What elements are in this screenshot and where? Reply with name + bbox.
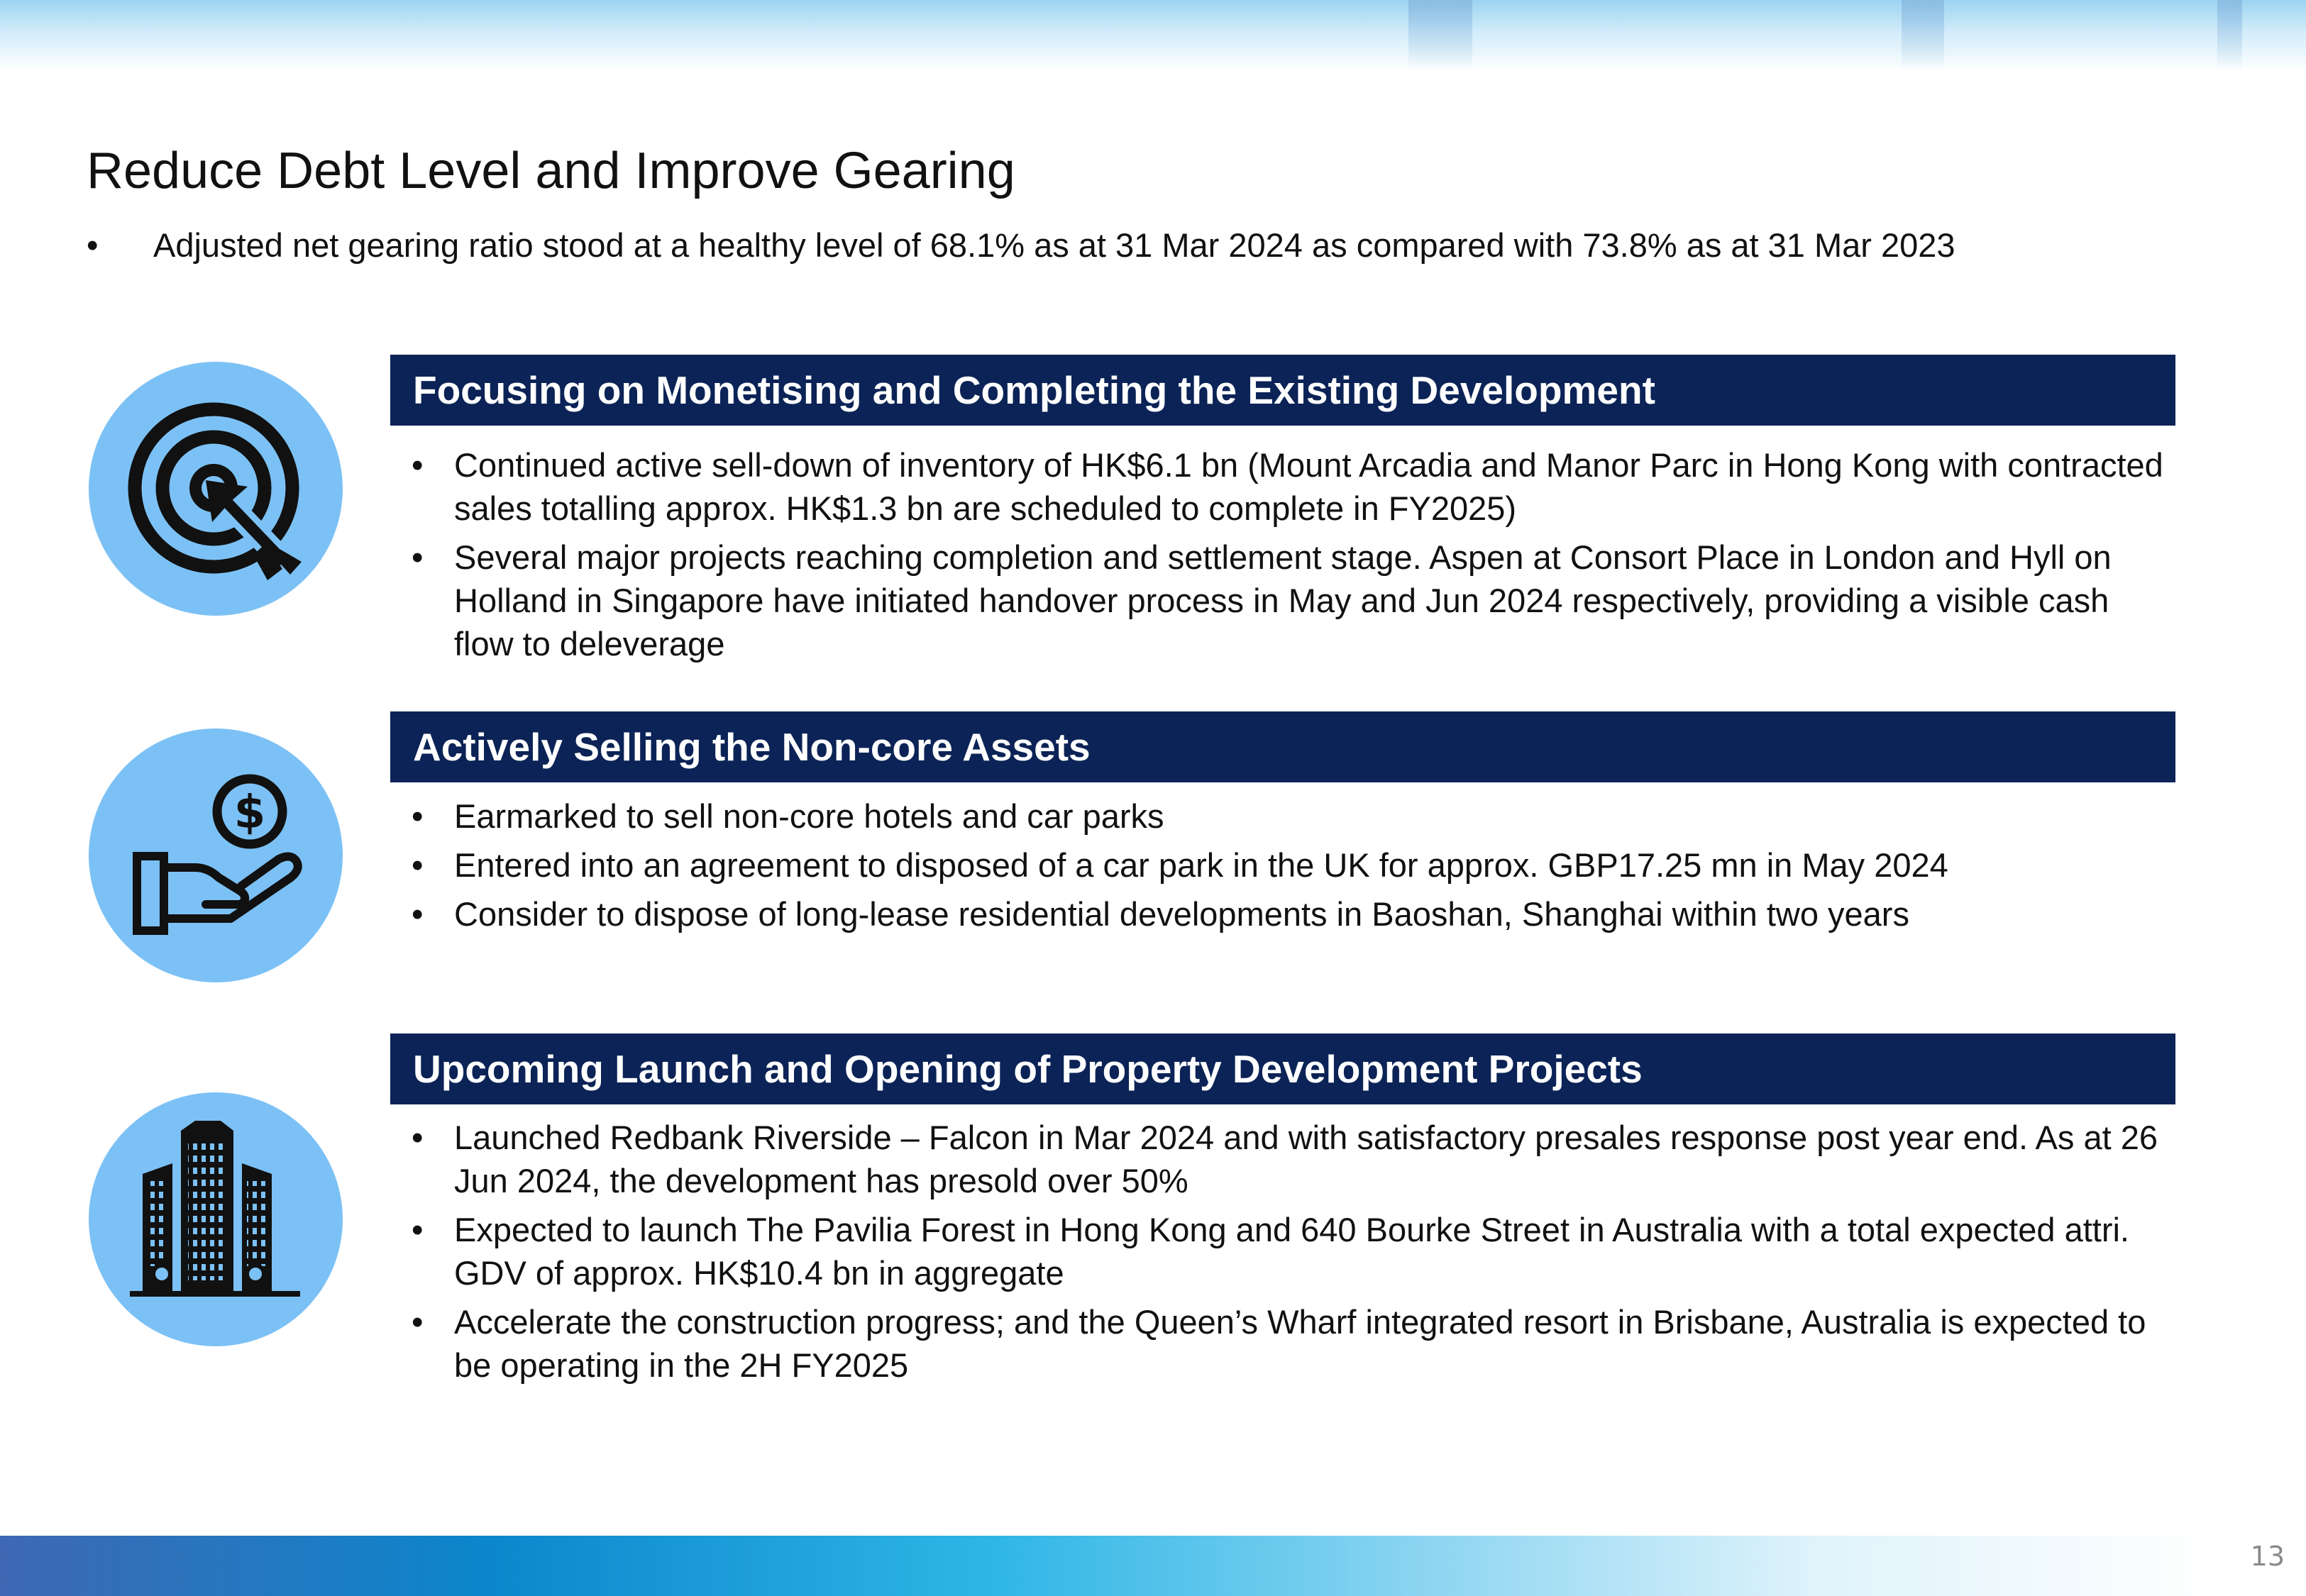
list-item: • Accelerate the construction progress; and the Queen’s Wharf integrated resort in Brisbane, Australia is expected to be operating in the 2H FY2025 <box>412 1303 2146 1384</box>
page-number: 13 <box>2250 1541 2285 1572</box>
band-tint-1 <box>1408 0 1472 71</box>
bullet-mark: • <box>87 226 99 264</box>
section-header-upcoming-launch: Upcoming Launch and Opening of Property Development Projects <box>390 1033 2175 1104</box>
section-header-monetising: Focusing on Monetising and Completing the Existing Development <box>390 355 2175 426</box>
hand-dollar-icon <box>89 728 343 982</box>
list-item: • Expected to launch The Pavilia Forest in Hong Kong and 640 Bourke Street in Australia with a total expected attri. GDV of approx. HK$10.4 bn in aggregate <box>412 1211 2129 1292</box>
bottom-decorative-band <box>0 1536 2214 1596</box>
band-tint-3 <box>2217 0 2242 71</box>
list-item: • Consider to dispose of long-lease residential developments in Baoshan, Shanghai within two years <box>412 895 1909 933</box>
list-item: • Several major projects reaching completion and settlement stage. Aspen at Consort Place in London and Hyll on Holland in Singapore have initiated handover process in May and Jun 2024 respectively, providing a visible cash flow to deleverage <box>412 538 2112 663</box>
section-header-non-core: Actively Selling the Non-core Assets <box>390 711 2175 782</box>
page-title: Reduce Debt Level and Improve Gearing <box>87 143 1015 199</box>
list-item: • Continued active sell-down of inventory of HK$6.1 bn (Mount Arcadia and Manor Parc in Hong Kong with contracted sales totalling approx. HK$1.3 bn are scheduled to complete in FY2025) <box>412 446 2163 527</box>
section-bullets-non-core <box>412 794 2171 941</box>
list-item: • Entered into an agreement to disposed of a car park in the UK for approx. GBP17.25 mn in May 2024 <box>412 846 1948 884</box>
svg-text:$: $ <box>233 787 266 839</box>
list-item: • Earmarked to sell non-core hotels and car parks <box>412 797 1164 835</box>
list-item: • Launched Redbank Riverside – Falcon in Mar 2024 and with satisfactory presales response post year end. As at 26 Jun 2024, the development has presold over 50% <box>412 1119 2158 1199</box>
buildings-icon <box>89 1092 343 1346</box>
intro-text: Adjusted net gearing ratio stood at a healthy level of 68.1% as at 31 Mar 2024 as compared with 73.8% as at 31 Mar 2023 <box>153 226 1955 264</box>
section-bullets-monetising <box>412 443 2171 671</box>
target-arrow-icon <box>89 362 343 616</box>
top-decorative-band <box>0 0 2306 71</box>
section-bullets-upcoming-launch <box>412 1116 2171 1392</box>
intro-bullet <box>87 226 2215 265</box>
band-tint-2 <box>1902 0 1944 71</box>
